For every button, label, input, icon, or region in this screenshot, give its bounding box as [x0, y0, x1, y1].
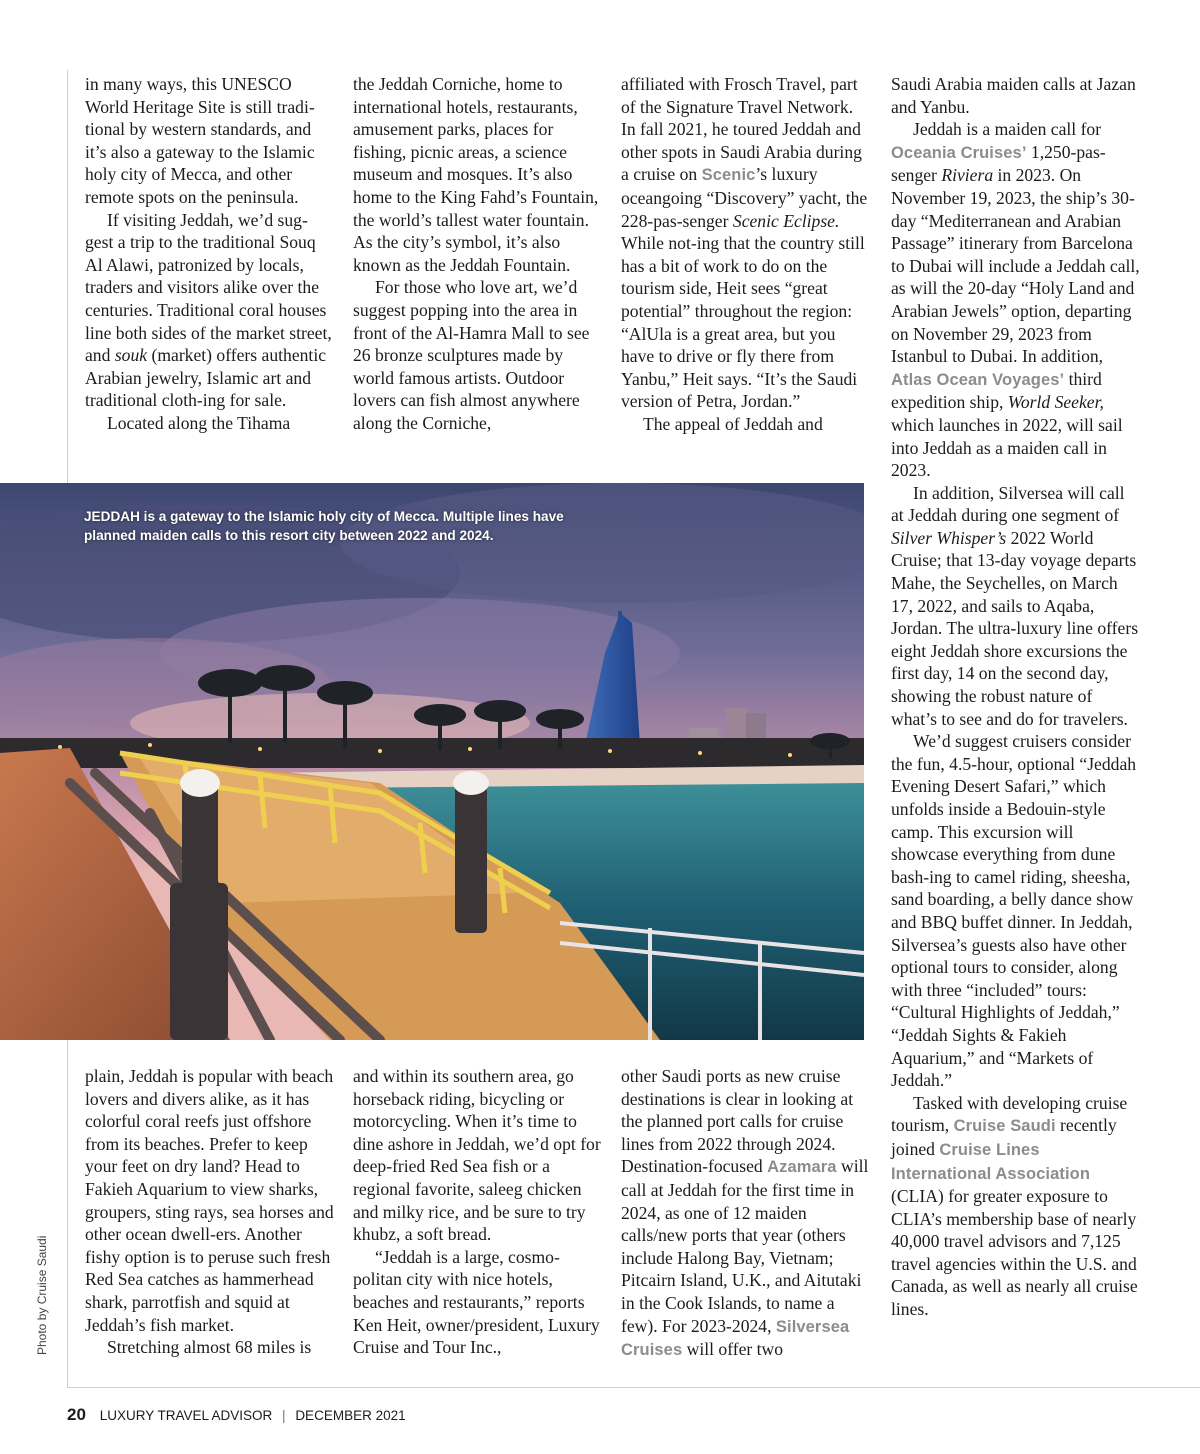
- photo-caption: JEDDAH is a gateway to the Islamic holy city of Mecca. Multiple lines have planned maiden calls to this resort city between 2022 and 2024.: [84, 509, 564, 543]
- publication-name: LUXURY TRAVEL ADVISOR: [99, 1408, 273, 1423]
- article-column-3-top: [621, 73, 871, 436]
- paragraph: If visiting Jeddah, we’d sug-gest a trip to the traditional Souq Al Alawi, patronized by locals, traders and visitors alike over the centuries. Traditional coral houses line both sides of the market street, and souk (market) offers authentic Arabian jewelry, Islamic art and traditional cloth-ing for sale.: [85, 209, 332, 411]
- paragraph: In addition, Silversea will call at Jeddah during one segment of Silver Whisper’s 2022 World Cruise; that 13-day voyage departs Mahe, the Seychelles, on March 17, 2022, and sails to Aqaba, Jordan. The ultra-luxury line offers eight Jeddah shore excursions the first day, 14 on the second day, showing the robust nature of what’s to see and do for travelers.: [891, 482, 1139, 729]
- brand-name-oceania: Oceania Cruises’: [891, 143, 1027, 162]
- page-footer: [67, 1405, 406, 1425]
- jeddah-corniche-photo: [0, 483, 864, 1040]
- paragraph: For those who love art, we’d suggest popping into the area in front of the Al-Hamra Mall to see 26 bronze sculptures made by world famous artists. Outdoor lovers can fish almost anywhere along the Corniche,: [353, 277, 590, 433]
- footer-separator: |: [282, 1408, 286, 1423]
- article-column-1-bottom: [85, 1065, 335, 1359]
- footer-rule: [67, 1387, 1200, 1388]
- brand-name-cruise-saudi: Cruise Saudi: [953, 1117, 1056, 1136]
- article-column-1-top: [85, 73, 335, 435]
- paragraph: Saudi Arabia maiden calls at Jazan and Yanbu.: [891, 74, 1136, 117]
- brand-name-atlas: Atlas Ocean Voyages’: [891, 370, 1065, 389]
- paragraph: plain, Jeddah is popular with beach lovers and divers alike, as it has colorful coral reefs just offshore from its beaches. Prefer to keep your feet on dry land? Head to Fakieh Aquarium to view sharks, groupers, sting rays, sea horses and other ocean dwell-ers. Another fishy option is to peruse such fresh Red Sea catches as hammerhead shark, parrotfish and squid at Jeddah’s fish market.: [85, 1066, 334, 1335]
- brand-name-azamara: Azamara: [767, 1158, 837, 1177]
- paragraph: Tasked with developing cruise tourism, Cruise Saudi recently joined Cruise Lines International Association (CLIA) for greater exposure to CLIA’s membership base of nearly 40,000 travel advisors and 7,125 travel agencies within the U.S. and Canada, as well as nearly all cruise lines.: [891, 1092, 1138, 1320]
- paragraph: the Jeddah Corniche, home to international hotels, restaurants, amusement parks, places for fishing, picnic areas, a science museum and mosques. It’s also home to the King Fahd’s Fountain, the world’s tallest water fountain. As the city’s symbol, it’s also known as the Jeddah Fountain.: [353, 74, 599, 275]
- brand-name-silversea: Silversea Cruises: [621, 1317, 850, 1360]
- article-column-3-bottom: [621, 1065, 871, 1362]
- photo-credit: Photo by Cruise Saudi: [35, 1235, 49, 1355]
- article-column-2-bottom: [353, 1065, 603, 1359]
- paragraph: Located along the Tihama: [107, 412, 291, 433]
- paragraph: We’d suggest cruisers consider the fun, 4.5-hour, optional “Jeddah Evening Desert Safari,” which unfolds inside a Bedouin-style camp. This excursion will showcase everything from dune bash-ing to camel riding, sheesha, sand boarding, a belly dance show and BBQ buffet dinner. In Jeddah, Silversea’s guests also have other optional tours to consider, along with three “included” tours: “Cultural Highlights of Jeddah,” “Jeddah Sights & Fakieh Aquarium,” and “Markets of Jeddah.”: [891, 731, 1137, 1091]
- paragraph: in many ways, this UNESCO World Heritage Site is still tradi-tional by western standards, and it’s also a gateway to the Islamic holy city of Mecca, and other remote spots on the peninsula.: [85, 74, 315, 207]
- article-column-2-top: [353, 73, 603, 435]
- issue-date: DECEMBER 2021: [295, 1408, 406, 1423]
- brand-name-scenic: Scenic: [701, 166, 756, 185]
- paragraph: The appeal of Jeddah and: [643, 413, 823, 434]
- paragraph: Stretching almost 68 miles is: [107, 1337, 312, 1358]
- paragraph: “Jeddah is a large, cosmo-politan city with nice hotels, beaches and restaurants,” reports Ken Heit, owner/president, Luxury Cruise and Tour Inc.,: [353, 1246, 600, 1358]
- paragraph: affiliated with Frosch Travel, part of the Signature Travel Network. In fall 2021, he toured Jeddah and other spots in Saudi Arabia during a cruise on Scenic’s luxury oceangoing “Discovery” yacht, the 228-pas-senger Scenic Eclipse. While not-ing that the country still has a bit of work to do on the tourism side, Heit sees “great potential” throughout the region: “AlUla is a great area, but you have to drive or fly there from Yanbu,” Heit says. “It’s the Saudi version of Petra, Jordan.”: [621, 74, 868, 412]
- photo-illustration: [0, 483, 864, 1040]
- brand-name-clia: Cruise Lines International Association: [891, 1140, 1091, 1183]
- article-column-4: [891, 73, 1141, 1321]
- paragraph: Jeddah is a maiden call for Oceania Cruises’ 1,250-pas-senger Riviera in 2023. On November 19, 2023, the ship’s 30-day “Mediterranean and Arabian Passage” itinerary from Barcelona to Dubai will include a Jeddah call, as will the 20-day “Holy Land and Arabian Jewels” option, departing on November 29, 2023 from Istanbul to Dubai. In addition, Atlas Ocean Voyages’ third expedition ship, World Seeker, which launches in 2022, will sail into Jeddah as a maiden call in 2023.: [891, 119, 1140, 481]
- page-number: 20: [67, 1405, 86, 1424]
- paragraph: and within its southern area, go horseback riding, bicycling or motorcycling. When it’s time to dine ashore in Jeddah, we’d opt for deep-fried Red Sea fish or a regional favorite, saleeg chicken and milky rice, and be sure to try khubz, a soft bread.: [353, 1066, 601, 1245]
- paragraph: other Saudi ports as new cruise destinations is clear in looking at the planned port calls for cruise lines from 2022 through 2024. Destination-focused Azamara will call at Jeddah for the first time in 2024, as one of 12 maiden calls/new ports that year (others include Halong Bay, Vietnam; Pitcairn Island, U.K., and Aitutaki in the Cook Islands, to name a few). For 2023-2024, Silversea Cruises will offer two: [621, 1066, 869, 1360]
